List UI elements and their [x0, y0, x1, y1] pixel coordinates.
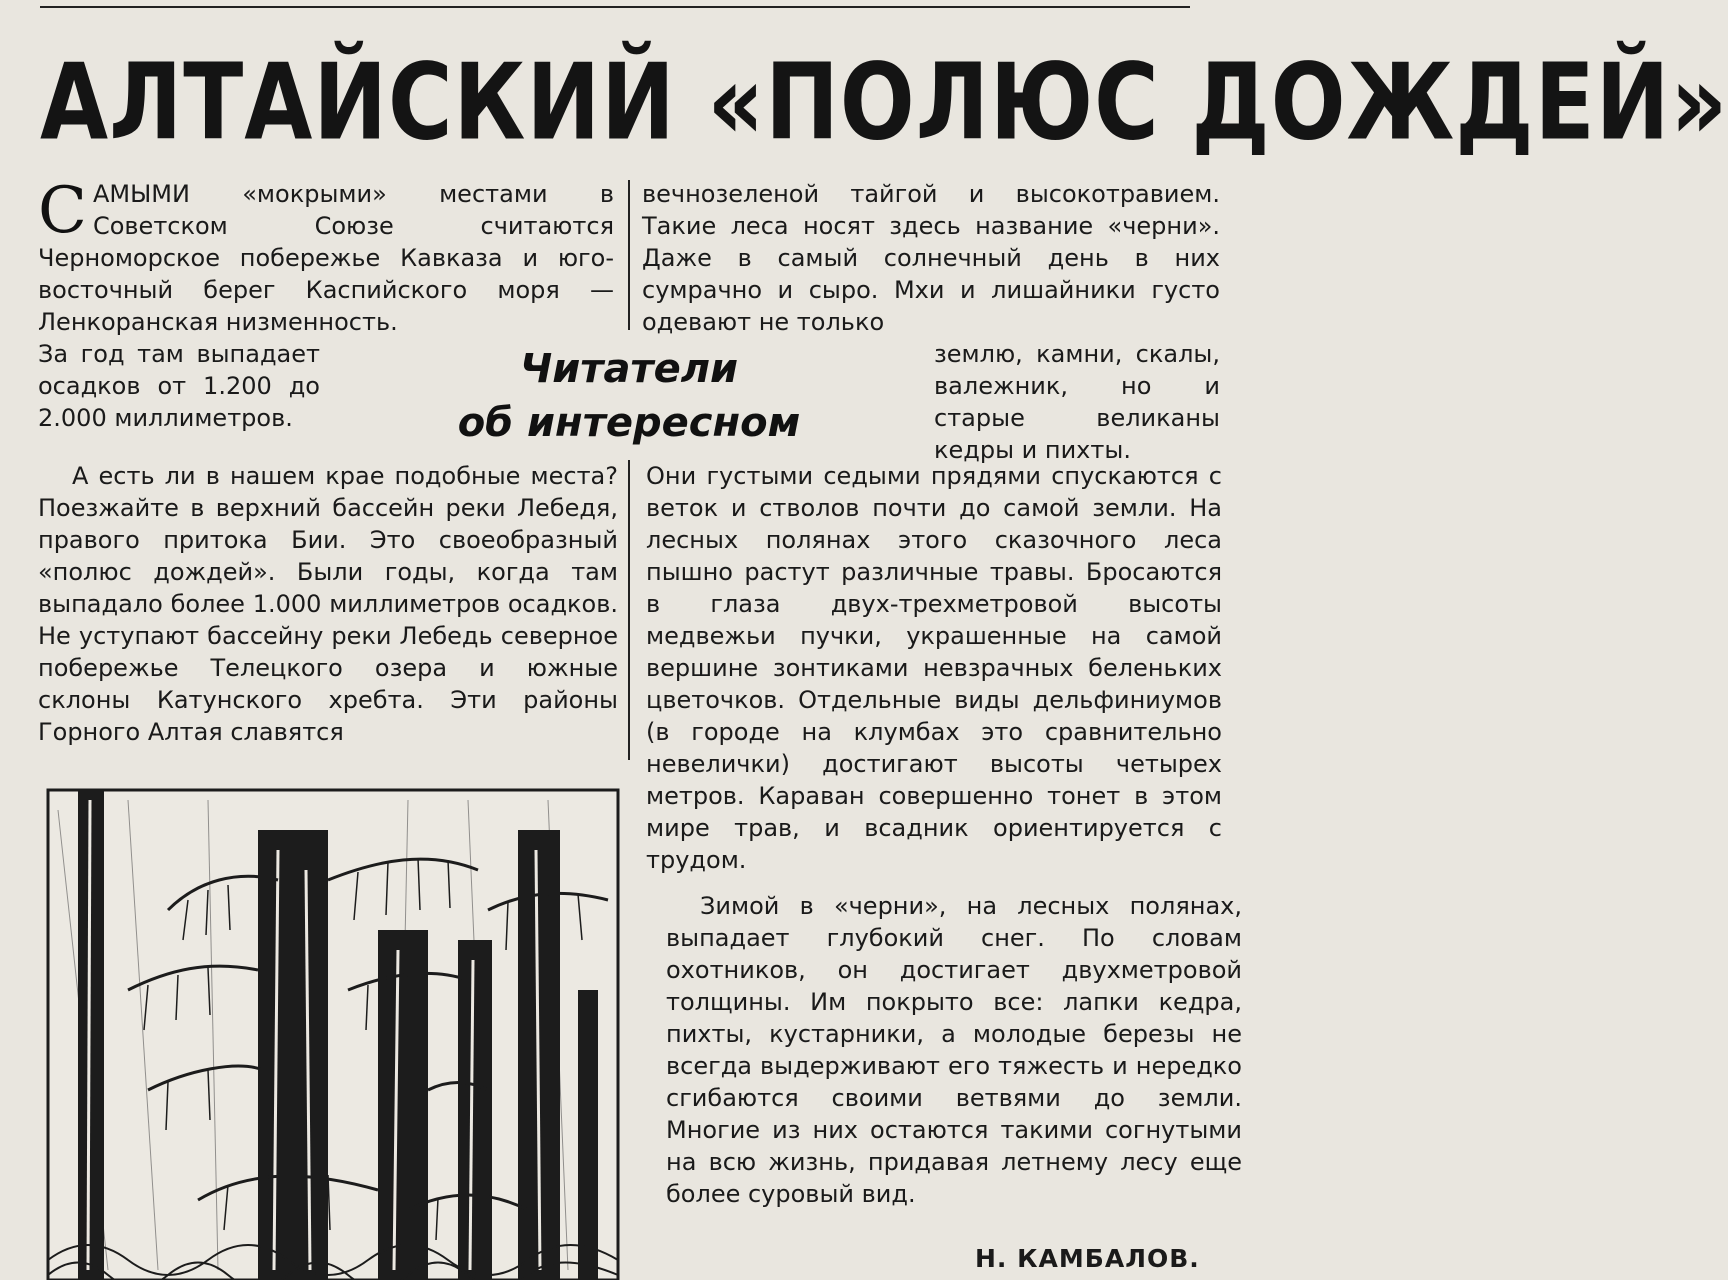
column-2-middle: [646, 460, 1222, 876]
forest-engraving-icon: [48, 790, 618, 1280]
column-divider-top: [628, 180, 630, 330]
drop-cap: С: [38, 174, 87, 248]
column-2-top: [642, 178, 1220, 338]
rubric-line-1: Читатели: [519, 346, 739, 392]
column-2-bottom: [666, 890, 1242, 1210]
lead-paragraph: [38, 174, 614, 338]
top-rule: [40, 6, 1190, 8]
column-divider-bottom: [628, 460, 630, 760]
column-2-narrow: [934, 338, 1220, 466]
column-1-narrow: [38, 338, 320, 434]
rubric-line-2: об интересном: [457, 400, 801, 446]
second-paragraph: А есть ли в нашем крае подобные места? Поезжайте в верхний бассейн реки Лебедя, правого притока Бии. Это своеобразный «полюс дождей». Были годы, когда там выпадало более 1.000 миллиметров осадков. Не уступают бассейну реки Лебедь северное побережье Телецкого озера и южные склоны Катунского хребта. Эти районы Горного Алтая славятся: [38, 462, 618, 746]
column-1-bottom: [38, 460, 618, 748]
col2-paragraph-1: Они густыми седыми прядями спускаются с веток и стволов почти до самой земли. На лесных полянах этого сказочного леса пышно растут различные травы. Бросаются в глаза двух-трехметровой высоты медвежьи пучки, украшенные на самой вершине зонтиками невзрачных беленьких цветочков. Отдельные виды дельфиниумов (в городе на клумбах это сравнительно невелички) достигают высоты четырех метров. Караван совершенно тонет в этом мире трав, и всадник ориентируется с трудом.: [646, 462, 1222, 874]
col2-top-text: вечнозеленой тайгой и высокотравием. Такие леса носят здесь название «черни». Даже в самый солнечный день в них сумрачно и сыро. Мхи и лишайники густо одевают не только: [642, 180, 1220, 336]
col2-paragraph-2: Зимой в «черни», на лесных полянах, выпадает глубокий снег. По словам охотников, он достигает двухметровой толщины. Им покрыто все: лапки кедра, пихты, кустарники, а молодые березы не всегда выдерживают его тяжесть и нередко сгибаются своими ветвями до земли. Многие из них остаются такими согнутыми на всю жизнь, придавая летнему лесу еще более суровый вид.: [666, 892, 1242, 1208]
rubric: [414, 342, 844, 450]
author-signature: Н. КАМБАЛОВ.: [975, 1244, 1200, 1273]
lead-text: АМЫМИ «мокрыми» местами в Советском Союзе считаются Черноморское побережье Кавказа и юго-восточный берег Каспийского моря — Ленкоранская низменность.: [38, 180, 614, 336]
col2-mid-text: землю, камни, скалы, валежник, но и старые великаны кедры и пихты.: [934, 340, 1220, 464]
headline: АЛТАЙСКИЙ «ПОЛЮС ДОЖДЕЙ»: [40, 40, 1728, 164]
lead-text-continued: За год там выпадает осадков от 1.200 до 2.000 миллиметров.: [38, 340, 320, 432]
column-1-top: [38, 174, 614, 338]
